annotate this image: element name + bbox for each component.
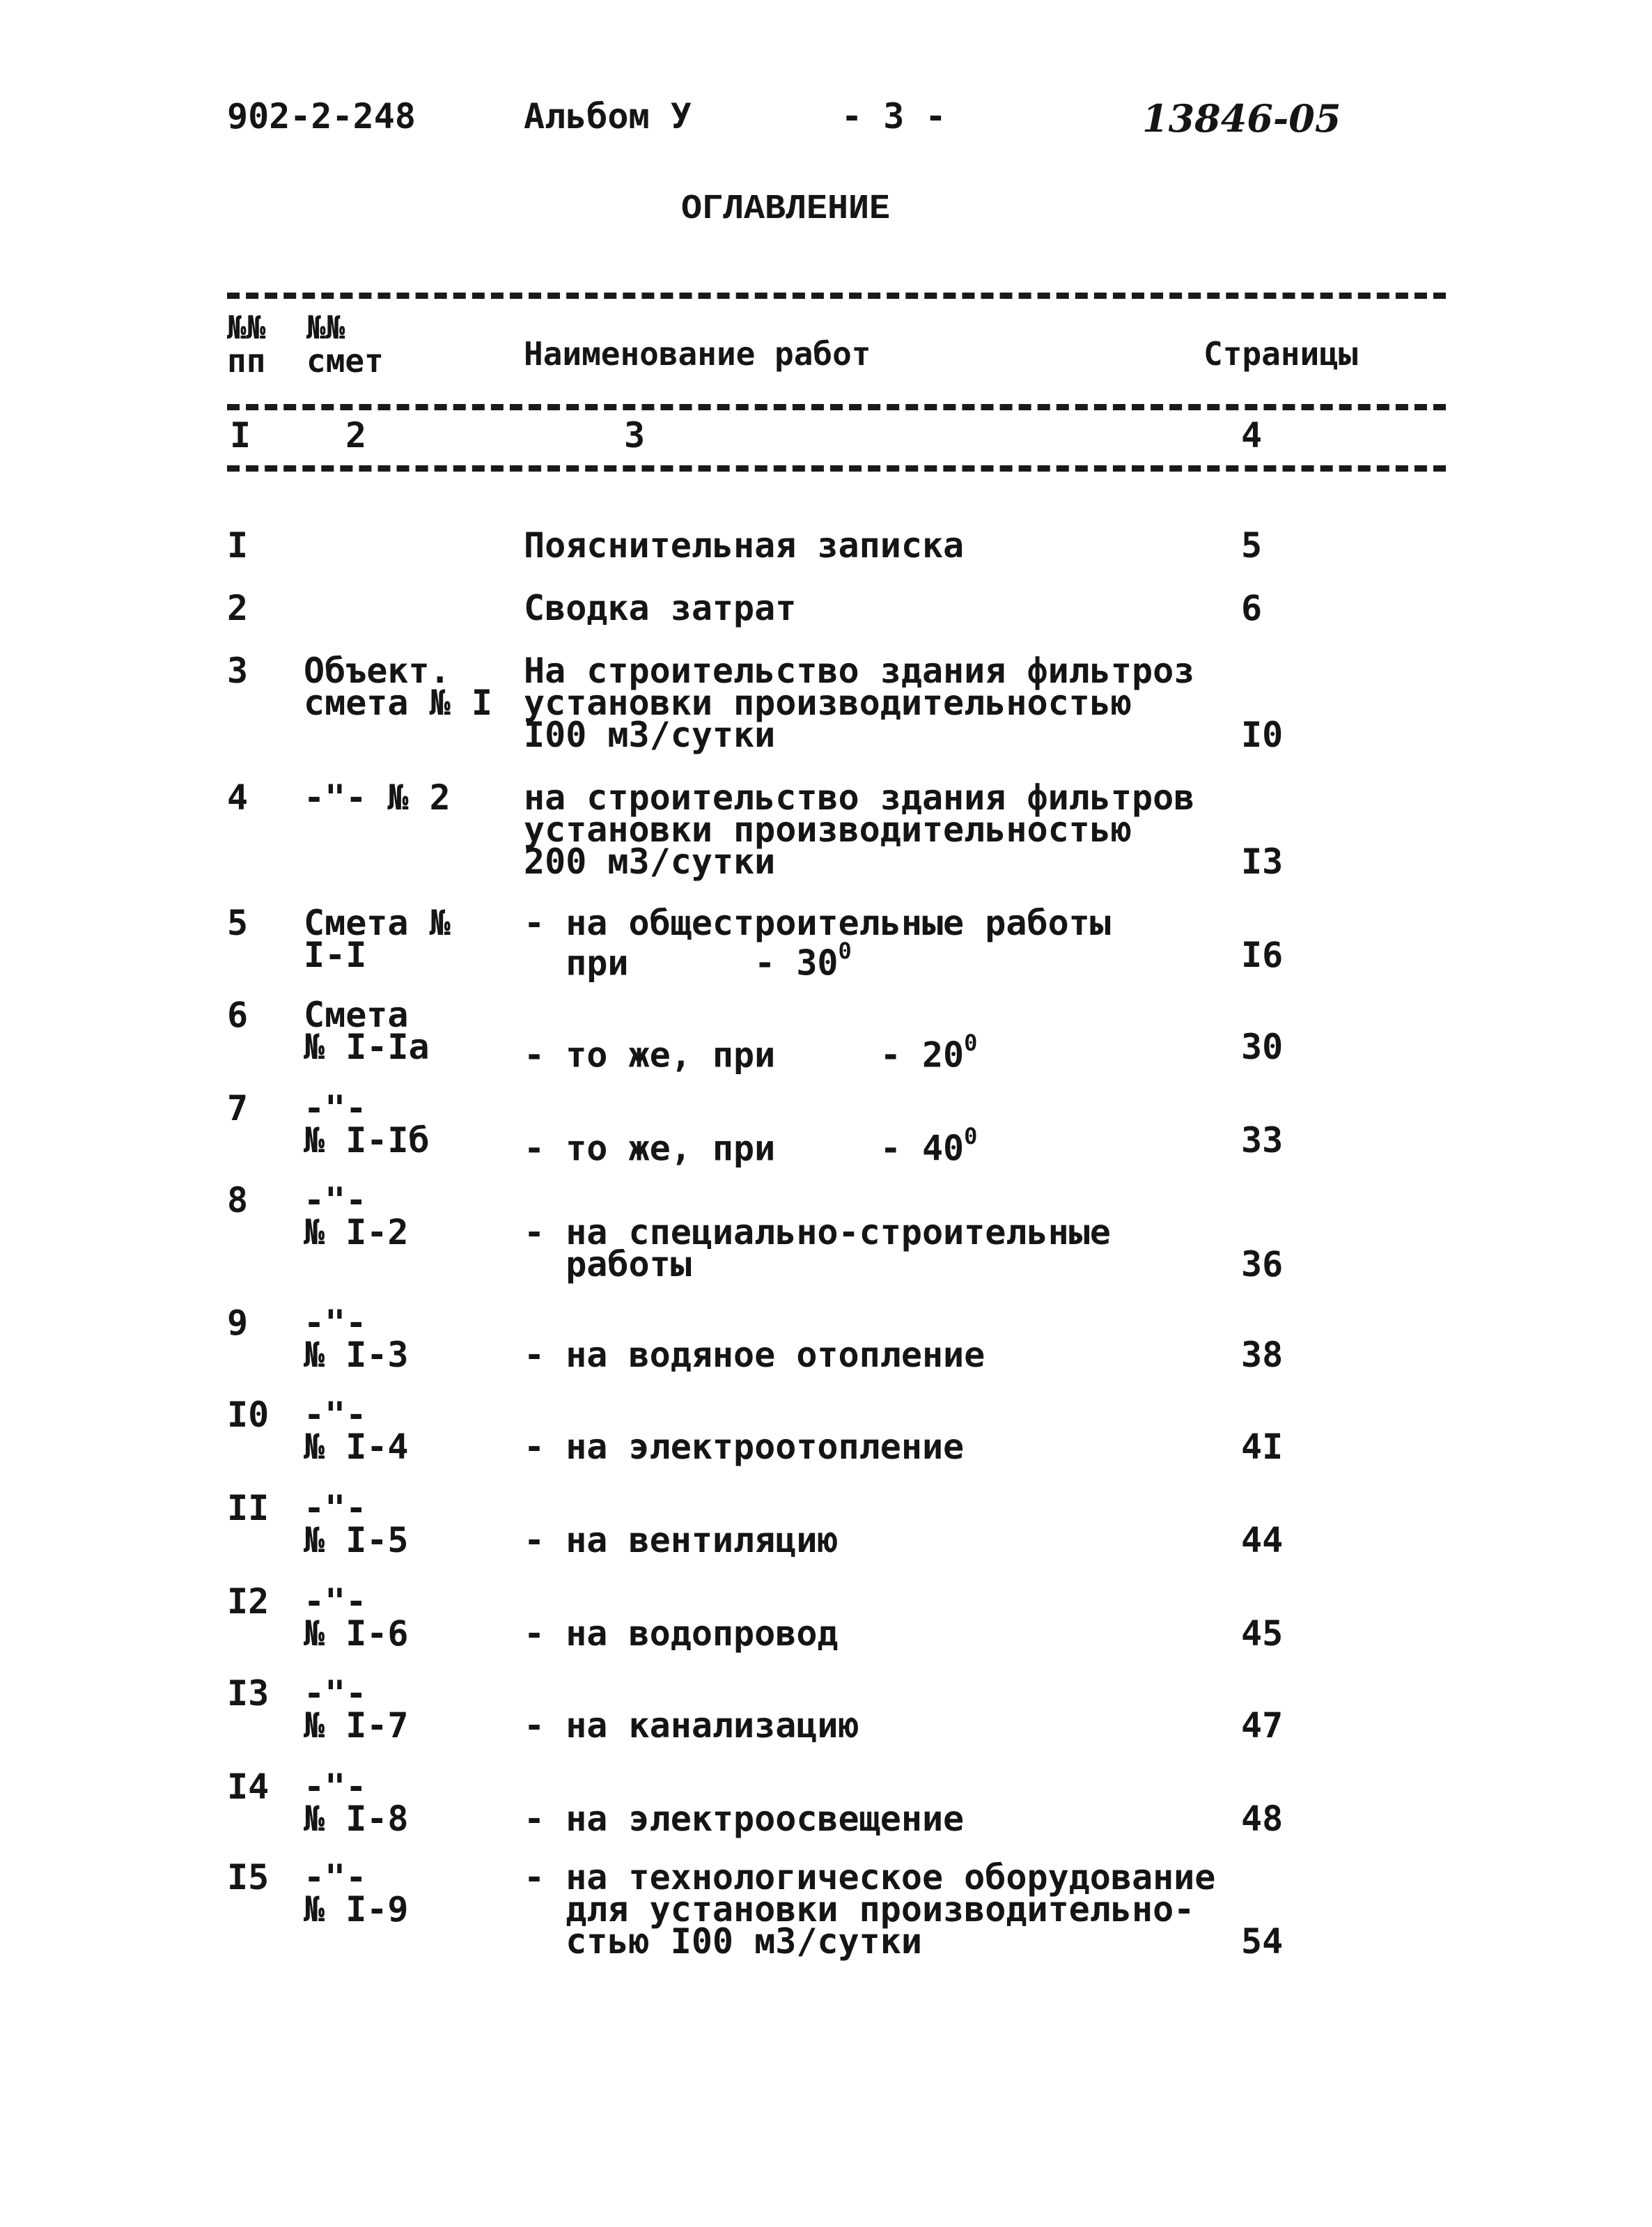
row-estimate-ref: -"- № I-3 [304, 1303, 409, 1375]
column-header-name: Наименование работ [524, 335, 871, 373]
inventory-number: 13846-05 [1142, 96, 1341, 141]
row-work-name [524, 1399, 965, 1467]
row-page-number: I6 [1241, 935, 1284, 975]
row-estimate-ref: -"- № I-7 [304, 1673, 409, 1746]
row-work-name-text: - на канализацию [524, 1705, 859, 1746]
row-work-name [524, 903, 1111, 984]
row-estimate-ref: -"- № I-2 [304, 1180, 409, 1252]
table-header-divider [227, 404, 1446, 410]
row-work-name [524, 1585, 839, 1654]
row-work-name [524, 1307, 985, 1375]
row-number: I3 [227, 1673, 270, 1714]
row-work-name-text: - на водяное отопление [524, 1335, 985, 1375]
row-number: I2 [227, 1581, 270, 1622]
row-work-name [524, 1184, 1111, 1285]
row-work-name-text: - на электроотопление [524, 1427, 965, 1467]
row-number: II [227, 1488, 270, 1528]
row-work-name-text: Сводка затрат [524, 588, 797, 628]
column-header-smeta: №№ смет [306, 309, 384, 380]
row-page-number: I0 [1241, 715, 1284, 755]
column-number-3: 3 [624, 415, 646, 456]
row-page-number: 48 [1241, 1799, 1284, 1839]
row-number: I [227, 525, 249, 566]
page-number: - 3 - [841, 96, 946, 137]
row-number: I4 [227, 1767, 270, 1807]
row-estimate-ref: -"- № I-4 [304, 1395, 409, 1467]
row-page-number: 38 [1241, 1335, 1284, 1375]
column-number-2: 2 [345, 415, 367, 456]
column-number-1: I [230, 415, 251, 456]
row-work-name [524, 1771, 965, 1839]
row-estimate-ref: Объект. смета № I [304, 651, 492, 723]
row-number: I0 [227, 1395, 270, 1435]
row-page-number: 5 [1241, 525, 1263, 566]
row-work-name-text: Пояснительная записка [524, 525, 965, 566]
row-work-name-text: - то же, при - 40 [524, 1128, 965, 1169]
row-number: 7 [227, 1088, 249, 1128]
row-work-name [524, 525, 965, 566]
row-page-number: 6 [1241, 588, 1263, 628]
table-body-divider [227, 465, 1446, 472]
row-estimate-ref: -"- № I-8 [304, 1767, 409, 1839]
album-label: Альбом У [524, 96, 692, 137]
row-work-name-text: - на водопровод [524, 1613, 839, 1654]
row-page-number: 36 [1241, 1244, 1284, 1285]
row-page-number: 47 [1241, 1705, 1284, 1746]
column-number-4: 4 [1241, 415, 1263, 456]
row-estimate-ref: -"- № I-6 [304, 1581, 409, 1654]
row-estimate-ref: -"- № I-5 [304, 1488, 409, 1560]
row-work-name [524, 588, 797, 628]
row-work-name-text: - на вентиляцию [524, 1520, 839, 1560]
row-work-name [524, 1092, 978, 1169]
row-work-name-text: на строительство здания фильтров установки производительностью 200 м3/сутки [524, 777, 1195, 882]
row-estimate-ref: Смета № I-I [304, 903, 451, 975]
row-number: 8 [227, 1180, 249, 1220]
row-number: 6 [227, 995, 249, 1035]
row-number: I5 [227, 1857, 270, 1898]
row-work-name-text: - на технологическое оборудование для установки производительно- стью I00 м3/сутки [524, 1857, 1216, 1962]
row-page-number: 33 [1241, 1120, 1284, 1161]
page-title: ОГЛАВЛЕНИЕ [681, 189, 891, 229]
row-work-name [524, 651, 1195, 755]
row-work-name-text: На строительство здания фильтроз установки производительностью I00 м3/сутки [524, 651, 1195, 755]
row-estimate-ref: -"- № 2 [304, 777, 451, 818]
row-work-name [524, 1677, 859, 1746]
row-page-number: 54 [1241, 1921, 1284, 1962]
row-page-number: 45 [1241, 1613, 1284, 1654]
row-work-name-text: - на общестроительные работы при - 30 [524, 903, 1111, 984]
row-estimate-ref: -"- № I-Iб [304, 1088, 430, 1161]
row-page-number: 4I [1241, 1427, 1284, 1467]
row-estimate-ref: -"- № I-9 [304, 1857, 409, 1930]
column-header-num: №№ пп [227, 309, 266, 380]
degree-superscript: 0 [964, 1123, 978, 1149]
row-work-name-text: - на электроосвещение [524, 1799, 965, 1839]
table-top-divider [227, 293, 1446, 299]
row-work-name [524, 999, 978, 1076]
row-number: 2 [227, 588, 249, 628]
row-page-number: 30 [1241, 1027, 1284, 1067]
column-header-pages: Страницы [1203, 335, 1358, 373]
row-work-name-text: - то же, при - 20 [524, 1034, 965, 1076]
row-estimate-ref: Смета № I-Iа [304, 995, 430, 1067]
document-code: 902-2-248 [227, 96, 416, 137]
row-work-name [524, 777, 1195, 882]
row-number: 5 [227, 903, 249, 943]
row-work-name [524, 1492, 839, 1560]
row-number: 4 [227, 777, 249, 818]
degree-superscript: 0 [964, 1030, 978, 1056]
row-number: 3 [227, 651, 249, 691]
row-number: 9 [227, 1303, 249, 1343]
degree-superscript: 0 [838, 938, 852, 964]
row-page-number: I3 [1241, 841, 1284, 882]
row-page-number: 44 [1241, 1520, 1284, 1560]
row-work-name-text: - на специально-строительные работы [524, 1212, 1111, 1285]
row-work-name [524, 1857, 1216, 1962]
